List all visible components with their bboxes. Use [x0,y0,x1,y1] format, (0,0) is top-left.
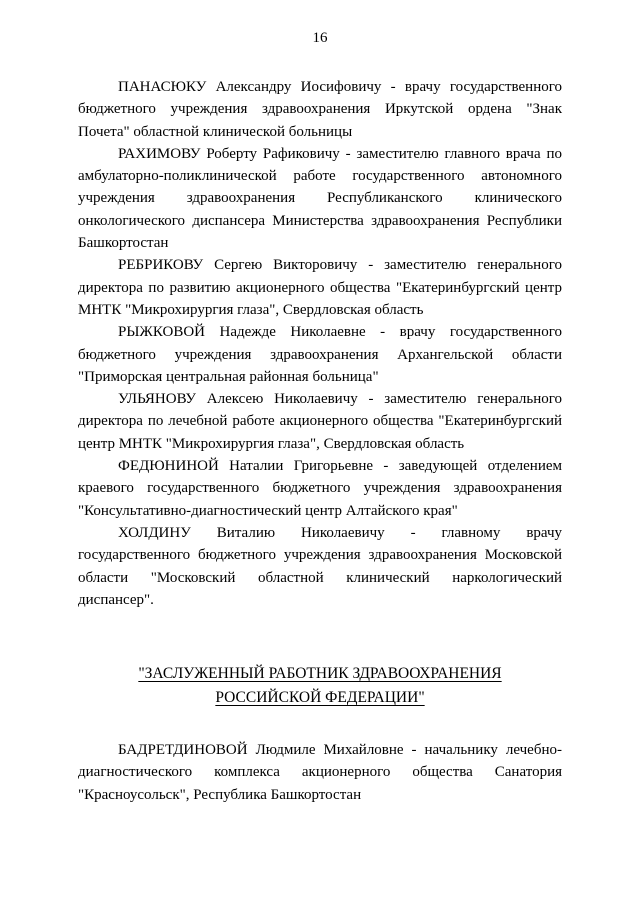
award-entry: ХОЛДИНУ Виталию Николаевичу - главному врачу государственного бюджетного учреждения здравоохранения Московской области "Московский областной клинический наркологический диспансер". [78,524,562,608]
award-entry: ФЕДЮНИНОЙ Наталии Григорьевне - заведующей отделением краевого государственного бюджетного учреждения здравоохранения "Консультативно-диагностический центр Алтайского края" [78,458,562,519]
award-entry: РЫЖКОВОЙ Надежде Николаевне - врачу государственного бюджетного учреждения здравоохранения Архангельской области "Приморская центральная районная больница" [78,324,562,385]
award-entry: РЕБРИКОВУ Сергею Викторовичу - заместителю генерального директора по развитию акционерного общества "Екатеринбургский центр МНТК "Микрохирургия глаза", Свердловская область [78,257,562,318]
section-heading-line: "ЗАСЛУЖЕННЫЙ РАБОТНИК ЗДРАВООХРАНЕНИЯ [138,665,502,682]
section-award-list [78,739,562,806]
section-heading [78,662,562,710]
page-number: 16 [312,30,328,46]
award-entry: ПАНАСЮКУ Александру Иосифовичу - врачу государственного бюджетного учреждения здравоохранения Иркутской ордена "Знак Почета" областной клинической больницы [78,79,562,140]
award-entry: УЛЬЯНОВУ Алексею Николаевичу - заместителю генерального директора по лечебной работе акционерного общества "Екатеринбургский центр МНТК "Микрохирургия глаза", Свердловская область [78,391,562,452]
award-entry: РАХИМОВУ Роберту Рафиковичу - заместителю главного врача по амбулаторно-поликлинической работе государственного автономного учреждения здравоохранения Республиканского клинического онкологического диспансера Министерства здравоохранения Республики Башкортостан [78,145,562,252]
award-entry: БАДРЕТДИНОВОЙ Людмиле Михайловне - начальнику лечебно-диагностического комплекса акционерного общества Санатория "Красноусольск", Республика Башкортостан [78,742,562,803]
section-heading-line: РОССИЙСКОЙ ФЕДЕРАЦИИ" [215,689,425,706]
award-list [78,76,562,611]
